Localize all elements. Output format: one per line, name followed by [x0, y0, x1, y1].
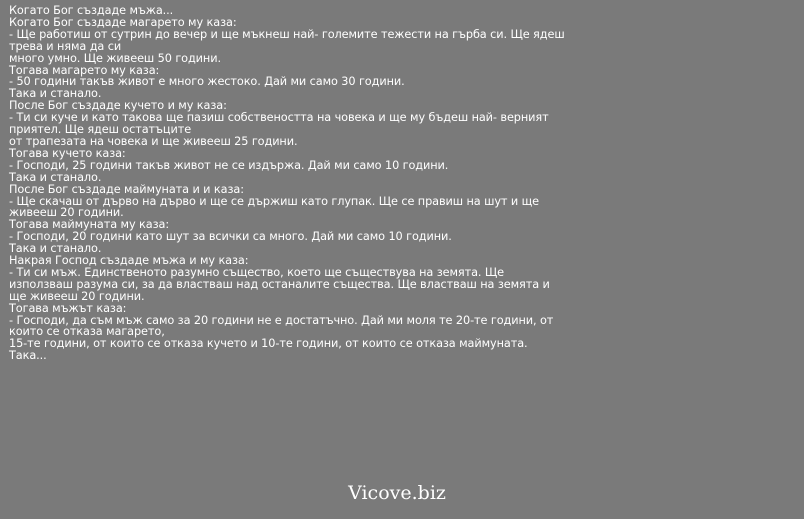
story-line: Тогава кучето каза: — [9, 146, 126, 160]
story-line: Тогава мъжът каза: — [9, 301, 127, 315]
story-line: Така и станало. — [9, 170, 102, 184]
story-line: - Господи, 25 години такъв живот не се издържа. Дай ми само 10 години. — [9, 158, 449, 172]
story-line: - Ще работиш от сутрин до вечер и ще мъкнеш най- големите тежести на гърба си. Ще ядеш трева и няма да си — [9, 27, 565, 53]
site-watermark: Vicove.biz — [348, 482, 446, 504]
story-line: Така и станало. — [9, 87, 102, 101]
story-line: от трапезата на човека и ще живееш 25 години. — [9, 134, 298, 148]
story-line: Когато Бог създаде мъжа... — [9, 4, 174, 17]
story-text — [9, 5, 569, 362]
story-line: Така и станало. — [9, 242, 102, 256]
story-line: После Бог създаде маймуната и и каза: — [9, 182, 244, 196]
story-line: Така... — [9, 349, 47, 363]
story-line: - Ти си мъж. Единственото разумно същество, което ще съществува на земята. Ще използваш разума си, за да властваш над останалите същества. Ще властваш на земята и ще живееш 20 години. — [9, 265, 550, 303]
story-line: - Господи, да съм мъж само за 20 години не е достатъчно. Дай ми моля те 20-те години, от които се отказа магарето, — [9, 313, 554, 339]
story-line: много умно. Ще живееш 50 години. — [9, 51, 221, 65]
story-line: - Ще скачаш от дърво на дърво и ще се държиш като глупак. Ще се правиш на шут и ще живееш 20 години. — [9, 194, 540, 220]
story-line: Тогава маймуната му каза: — [9, 218, 170, 232]
story-line: Когато Бог създаде магарето му каза: — [9, 15, 237, 29]
story-line: Тогава магарето му каза: — [9, 63, 160, 77]
story-line: - 50 години такъв живот е много жестоко. Дай ми само 30 години. — [9, 75, 405, 89]
story-line: После Бог създаде кучето и му каза: — [9, 99, 227, 113]
story-line: - Господи, 20 години като шут за всички са много. Дай ми само 10 години. — [9, 230, 452, 244]
story-line: Накрая Господ създаде мъжа и му каза: — [9, 254, 249, 268]
story-line: 15-те години, от които се отказа кучето и 10-те години, от които се отказа маймуната. — [9, 337, 528, 351]
story-line: - Ти си куче и като такова ще пазиш собствеността на човека и ще му бъдеш най- верният приятел. Ще ядеш остатъците — [9, 111, 549, 137]
